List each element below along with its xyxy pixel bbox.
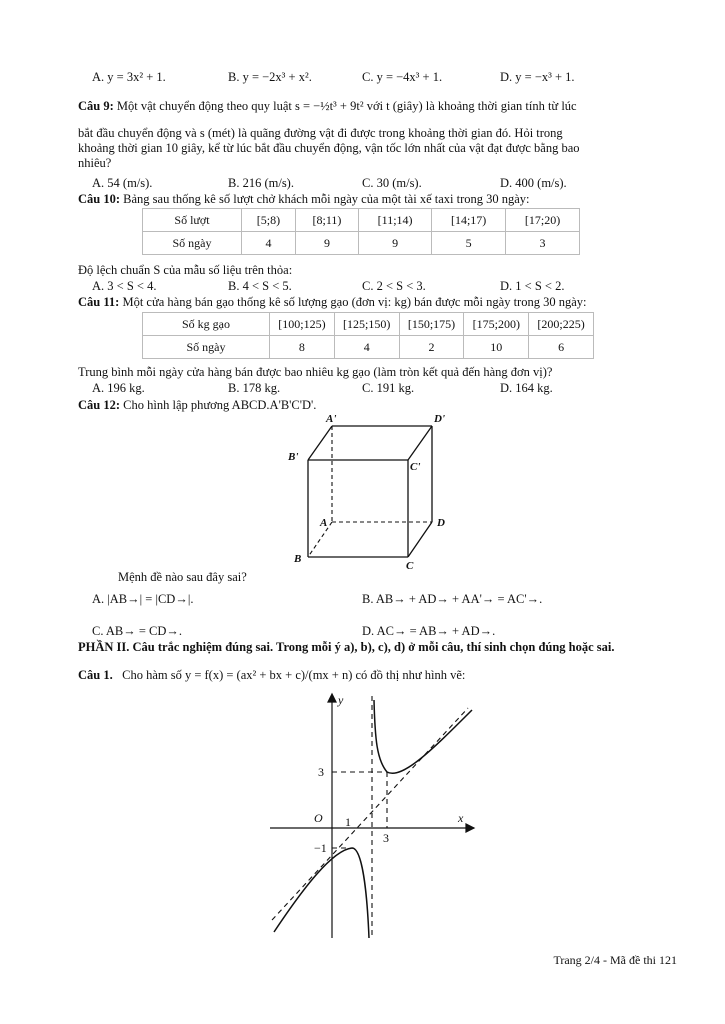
tick-label: −1 <box>314 841 327 855</box>
q11-cell: [200;225) <box>529 313 594 336</box>
tick-label: 3 <box>318 765 324 779</box>
x-arrow <box>466 824 474 832</box>
q12-option-b: B. AB→ + AD→ + AA'→ = AC'→. <box>362 592 543 606</box>
q11-cell: [100;125) <box>270 313 335 336</box>
q10-line <box>78 192 685 207</box>
q10-question: Độ lệch chuẩn S của mẫu số liệu trên thỏa: <box>78 263 293 277</box>
q9-label: Câu 9: <box>78 99 114 113</box>
q11-label: Câu 11: <box>78 295 120 309</box>
vertex-label: A <box>320 517 328 529</box>
q11-cell: 4 <box>334 336 399 359</box>
q10-cell: 5 <box>432 232 506 255</box>
q9-text2: bắt đầu chuyển động và s (mét) là quãng đường vật đi được trong khoảng thời gian đó. Hỏi trong <box>78 126 563 140</box>
q10-option-c: C. 2 < S < 3. <box>362 279 426 293</box>
q11-table <box>142 312 594 359</box>
q1-label: Câu 1. <box>78 668 113 682</box>
q11-text: Một cửa hàng bán gạo thống kê số lượng gạo (đơn vị: kg) bán được mỗi ngày trong 30 ngày: <box>122 295 587 309</box>
x-axis-label: x <box>458 811 464 825</box>
q9-option-a: A. 54 (m/s). <box>92 176 153 190</box>
q10-cell: Số lượt <box>143 209 242 232</box>
q9-option-d: D. 400 (m/s). <box>500 176 567 190</box>
y-arrow <box>328 694 336 702</box>
vertex-label: D <box>437 517 445 529</box>
q10-option-b: B. 4 < S < 5. <box>228 279 292 293</box>
q11-cell: [125;150) <box>334 313 399 336</box>
tick-label: 3 <box>383 831 389 845</box>
q12-text: Cho hình lập phương ABCD.A'B'C'D'. <box>123 398 317 412</box>
q11-option-d: D. 164 kg. <box>500 381 553 395</box>
q11-cell: 8 <box>270 336 335 359</box>
q9-option-b: B. 216 (m/s). <box>228 176 294 190</box>
q11-cell: 10 <box>464 336 529 359</box>
q11-line <box>78 295 685 310</box>
q12-option-a: A. |AB→| = |CD→|. <box>92 592 194 606</box>
q11-option-a: A. 196 kg. <box>92 381 145 395</box>
q9-line1 <box>78 99 685 114</box>
part2-title: PHẦN II. Câu trắc nghiệm đúng sai. Trong mỗi ý a), b), c), d) ở mỗi câu, thí sinh chọn đúng hoặc sai. <box>78 640 615 654</box>
q8-option-a: A. y = 3x² + 1. <box>92 70 166 84</box>
q11-cell: [175;200) <box>464 313 529 336</box>
q11-cell: [150;175) <box>399 313 464 336</box>
q10-cell: 4 <box>242 232 296 255</box>
edge <box>408 426 432 460</box>
q10-cell: [11;14) <box>359 209 432 232</box>
edge <box>308 426 332 460</box>
vertex-label: B <box>294 553 302 565</box>
q11-cell: Số kg gạo <box>143 313 270 336</box>
vertex-label: A' <box>326 413 337 425</box>
q10-label: Câu 10: <box>78 192 121 206</box>
q10-option-a: A. 3 < S < 4. <box>92 279 157 293</box>
q12-option-d: D. AC→ = AB→ + AD→. <box>362 624 496 638</box>
q10-option-d: D. 1 < S < 2. <box>500 279 565 293</box>
q12-label: Câu 12: <box>78 398 121 412</box>
q11-cell: 2 <box>399 336 464 359</box>
q12-option-c: C. AB→ = CD→. <box>92 624 183 638</box>
y-axis-label: y <box>338 693 344 707</box>
q10-text: Bảng sau thống kê số lượt chở khách mỗi ngày của một tài xế taxi trong 30 ngày: <box>123 192 530 206</box>
origin-label: O <box>314 811 323 825</box>
vertex-label: C <box>406 560 414 572</box>
function-graph <box>262 690 482 940</box>
tick-label: 1 <box>345 815 351 829</box>
vertex-label: C' <box>410 461 421 473</box>
q9-text3: khoảng thời gian 10 giây, kể từ lúc bắt đầu chuyển động, vận tốc lớn nhất của vật đạt được bằng bao <box>78 141 580 155</box>
q9-option-c: C. 30 (m/s). <box>362 176 422 190</box>
q8-option-c: C. y = −4x³ + 1. <box>362 70 443 84</box>
q1-text: Cho hàm số y = f(x) = (ax² + bx + c)/(mx + n) có đồ thị như hình vẽ: <box>122 668 466 682</box>
q10-cell: [17;20) <box>506 209 580 232</box>
right-branch <box>374 700 472 773</box>
q8-option-b: B. y = −2x³ + x². <box>228 70 312 84</box>
left-branch <box>274 848 369 938</box>
cube-diagram <box>280 412 460 572</box>
q10-cell: [8;11) <box>295 209 358 232</box>
q12-question: Mệnh đề nào sau đây sai? <box>118 570 247 584</box>
q11-option-b: B. 178 kg. <box>228 381 281 395</box>
q11-question: Trung bình mỗi ngày cửa hàng bán được bao nhiêu kg gạo (làm tròn kết quả đến hàng đơn vị)? <box>78 365 553 379</box>
vertex-label: B' <box>288 451 299 463</box>
q10-cell: 9 <box>295 232 358 255</box>
edge <box>408 522 432 557</box>
q11-option-c: C. 191 kg. <box>362 381 415 395</box>
q10-cell: Số ngày <box>143 232 242 255</box>
q9-text4: nhiêu? <box>78 156 112 170</box>
vertex-label: D' <box>434 413 445 425</box>
q10-cell: 9 <box>359 232 432 255</box>
q1-line <box>78 668 685 683</box>
q8-option-d: D. y = −x³ + 1. <box>500 70 575 84</box>
q11-cell: 6 <box>529 336 594 359</box>
q10-cell: [14;17) <box>432 209 506 232</box>
page-footer: Trang 2/4 - Mã đề thi 121 <box>553 953 677 967</box>
q10-table <box>142 208 580 255</box>
oblique-asymptote <box>272 708 468 920</box>
q10-cell: [5;8) <box>242 209 296 232</box>
q10-cell: 3 <box>506 232 580 255</box>
q11-cell: Số ngày <box>143 336 270 359</box>
q12-line <box>78 398 685 413</box>
q9-text1: Một vật chuyển động theo quy luật s = −½t³ + 9t² với t (giây) là khoảng thời gian tính từ lúc <box>116 99 577 113</box>
